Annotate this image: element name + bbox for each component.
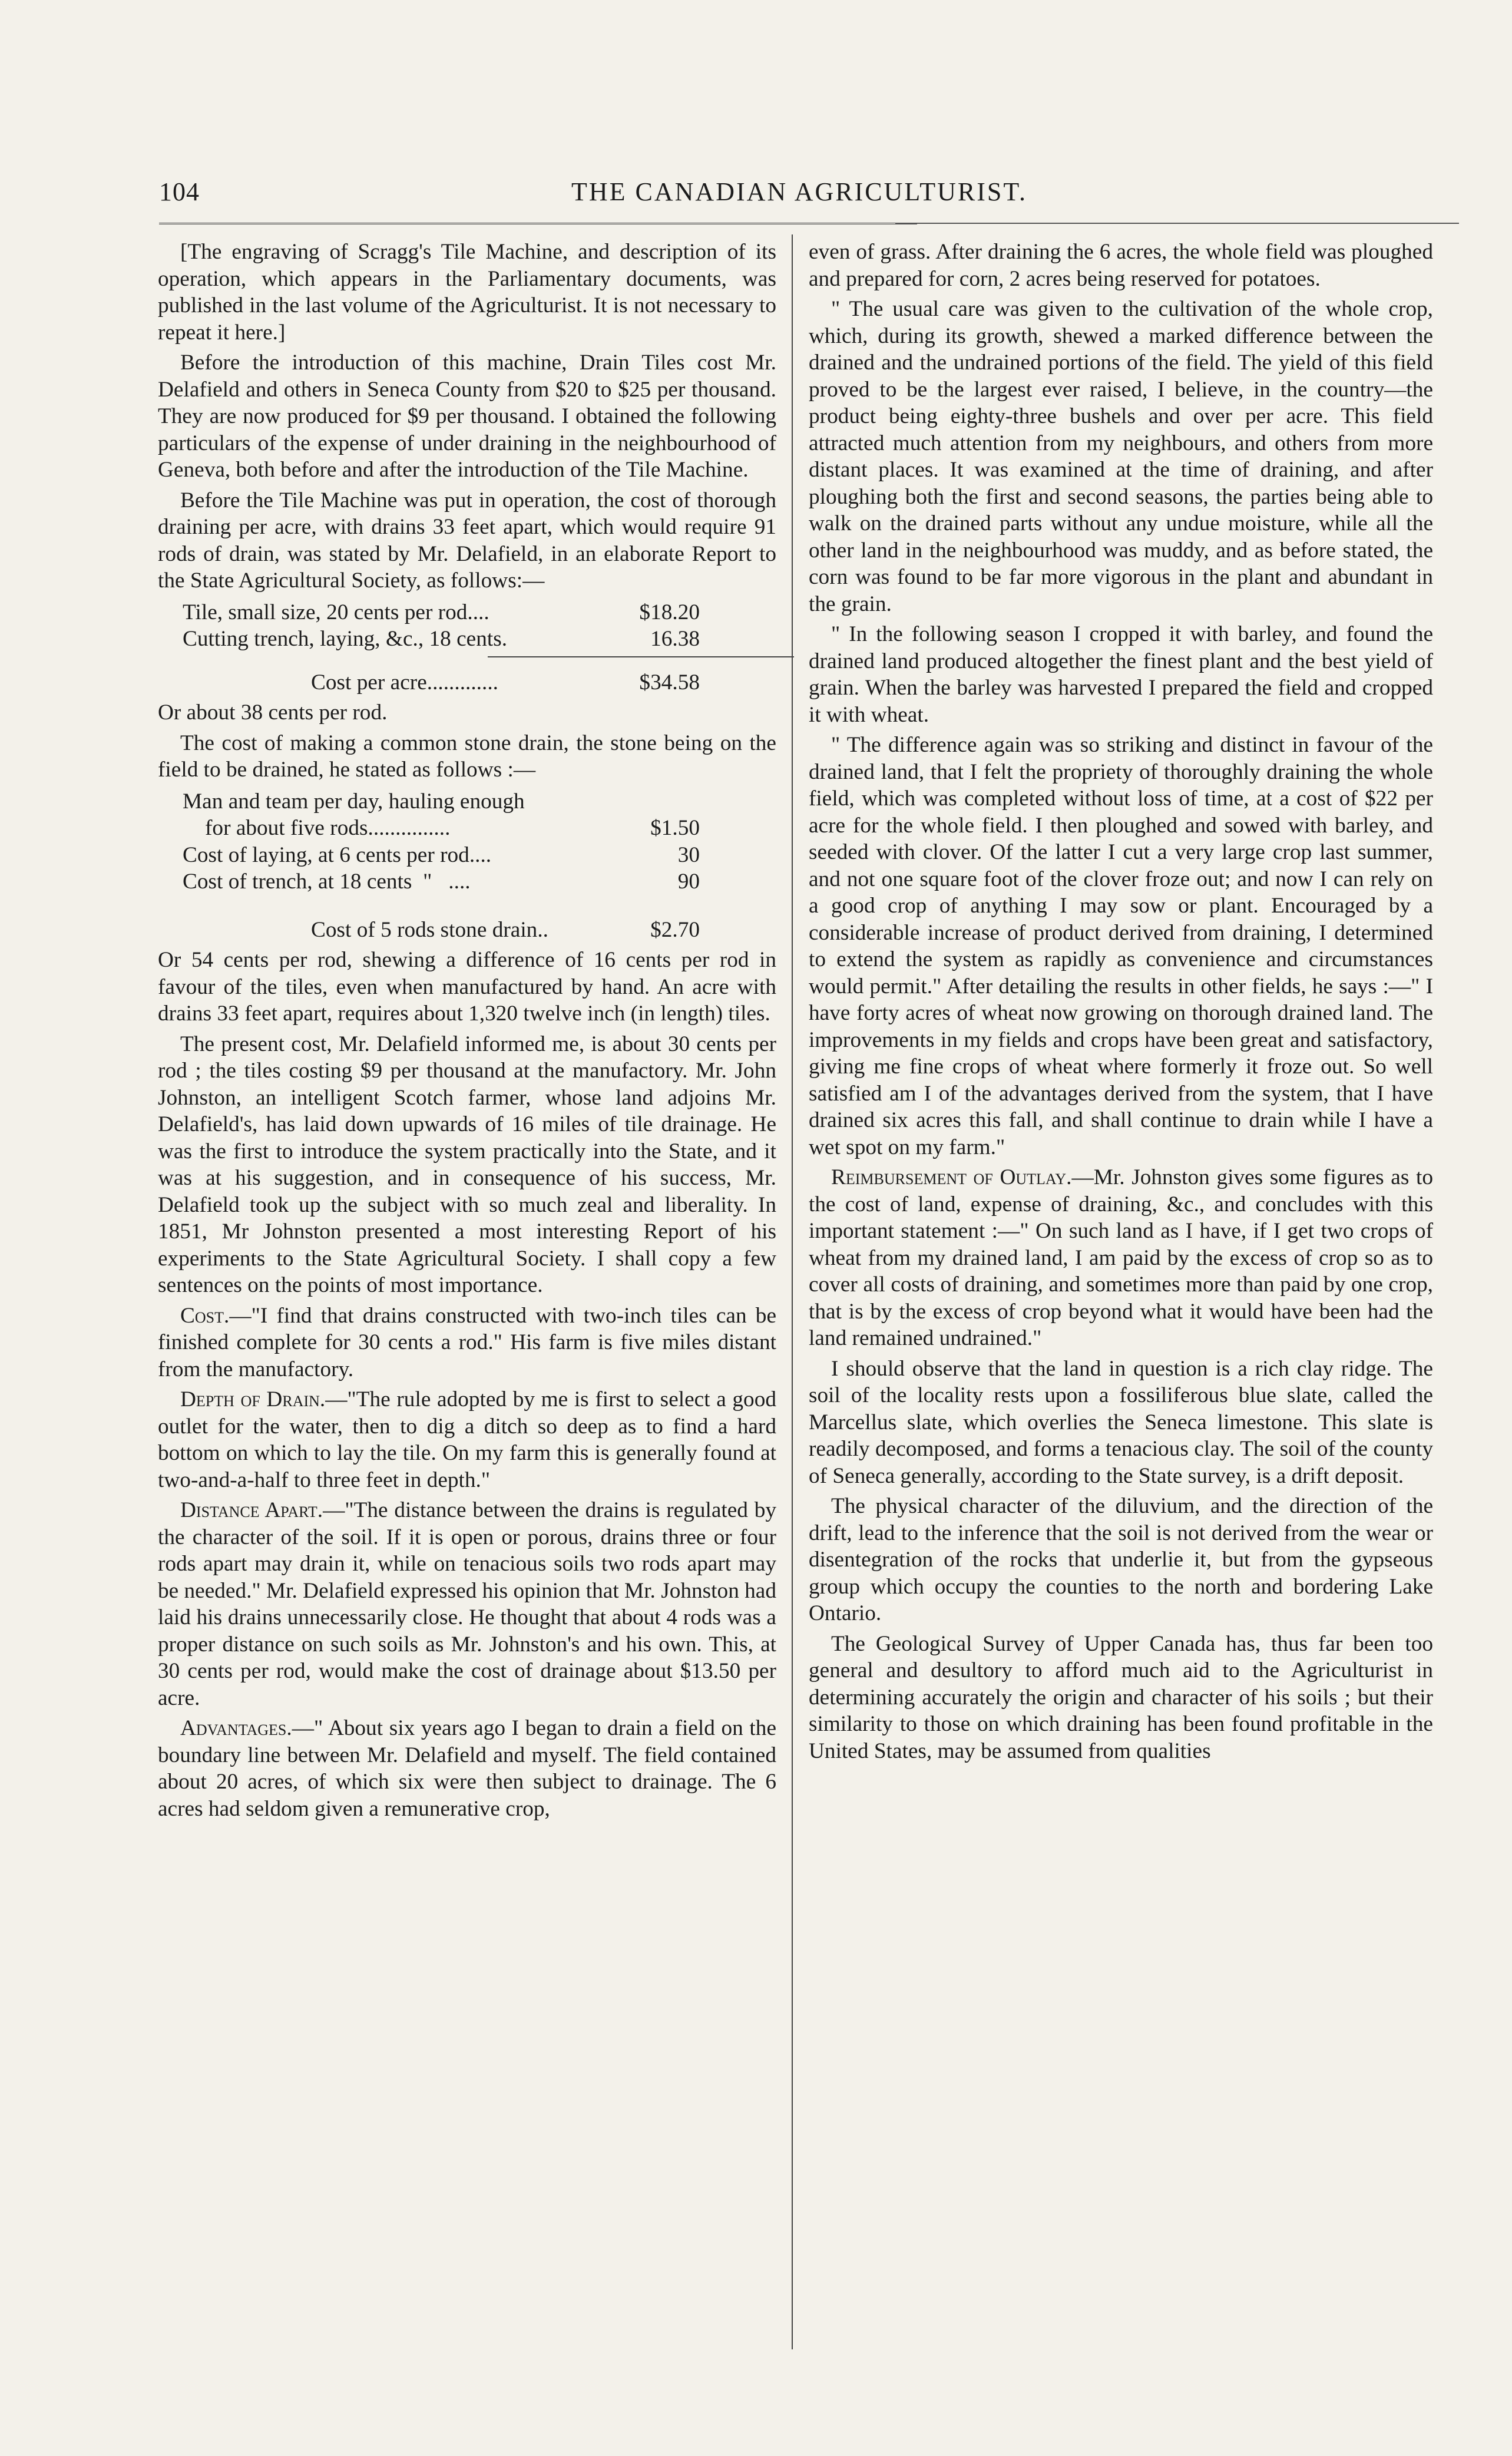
stone-drain-cost-table bbox=[158, 788, 776, 944]
row-value: 90 bbox=[677, 870, 700, 894]
paragraph: Or 54 cents per rod, shewing a difference of 16 cents per rod in favour of the tiles, even when manufactured by hand. An acre with drains 33 feet apart, requires about 1,320 twelve inch (in length) tiles. bbox=[158, 948, 776, 1026]
table-row bbox=[158, 599, 776, 626]
header-rule-right bbox=[895, 223, 1459, 224]
row-value: 16.38 bbox=[650, 627, 700, 651]
sum-rule bbox=[488, 656, 794, 657]
section-heading: Reimbursement of Outlay. bbox=[831, 1165, 1072, 1189]
row-label: Cost of trench, at 18 cents " .... bbox=[183, 870, 471, 894]
paragraph: even of grass. After draining the 6 acres, the whole field was ploughed and prepared for corn, 2 acres being reserved for potatoes. bbox=[809, 240, 1433, 291]
paragraph-text: —"The distance between the drains is regulated by the character of the soil. If it is open or porous, drains three or four rods apart may drain it, while on tenacious soils two rods apart may be needed." Mr. Delafield expressed his opinion that Mr. Johnston had laid his drains unnecessarily close. He thought that about 4 rods was a proper distance on such soils as Mr. Johnston's and his own. This, at 30 cents per rod, would make the cost of drainage about $13.50 per acre. bbox=[158, 1498, 777, 1710]
paragraph-cost bbox=[158, 1303, 776, 1383]
row-label: Man and team per day, hauling enough bbox=[183, 789, 525, 814]
paragraph-text: —Mr. Johnston gives some figures as to the cost of land, expense of draining, &c., and concludes with this important statement :—" On such land as I have, if I get two crops of wheat from my drained land, I am paid by the excess of crop so as to cover all costs of draining, and sometimes more than paid by one crop, that is by the excess of crop beyond what it would have been had the land remained undrained." bbox=[809, 1165, 1433, 1350]
page-header bbox=[159, 177, 1459, 218]
row-label: Tile, small size, 20 cents per rod.... bbox=[183, 600, 489, 624]
table-row bbox=[158, 626, 776, 653]
total-label: Cost of 5 rods stone drain.. bbox=[311, 917, 548, 942]
table-total-row bbox=[158, 917, 776, 944]
row-value: $1.50 bbox=[650, 816, 700, 840]
section-heading: Advantages. bbox=[180, 1716, 292, 1740]
paragraph: Before the Tile Machine was put in operation, the cost of thorough draining per acre, with drains 33 feet apart, which would require 91 rods of drain, was stated by Mr. Delafield, in an elaborate Report to the State Agricultural Society, as follows:— bbox=[158, 488, 776, 593]
paragraph: [The engraving of Scragg's Tile Machine, and description of its operation, which appears in the Parliamentary documents, was published in the last volume of the Agriculturist. It is not necessary to repeat it here.] bbox=[158, 240, 776, 345]
table-row bbox=[158, 788, 776, 815]
row-label: Cutting trench, laying, &c., 18 cents. bbox=[183, 627, 508, 651]
row-value: 30 bbox=[677, 842, 700, 867]
row-label: Cost of laying, at 6 cents per rod.... bbox=[183, 842, 492, 867]
total-value: $2.70 bbox=[650, 917, 700, 942]
paragraph: Or about 38 cents per rod. bbox=[158, 700, 388, 725]
paragraph: " In the following season I cropped it with barley, and found the drained land produced altogether the finest plant and the best yield of grain. When the barley was harvested I prepared the field and cropped it with wheat. bbox=[809, 622, 1433, 727]
paragraph-text: —"I find that drains constructed with two-inch tiles can be finished complete for 30 cents a rod." His farm is five miles distant from the manufactory. bbox=[158, 1303, 776, 1381]
tile-cost-table bbox=[158, 599, 776, 696]
row-label: for about five rods............... bbox=[205, 816, 451, 840]
paragraph: Before the introduction of this machine, Drain Tiles cost Mr. Delafield and others in Seneca County from $20 to $25 per thousand. They are now produced for $9 per thousand. I obtained the following particulars of the expense of under draining in the neighbourhood of Geneva, both before and after the introduction of the Tile Machine. bbox=[158, 351, 776, 482]
right-column bbox=[809, 239, 1433, 1768]
paragraph-advantages bbox=[158, 1715, 776, 1822]
total-value: $34.58 bbox=[639, 670, 700, 695]
section-heading: Cost. bbox=[180, 1303, 230, 1328]
column-divider bbox=[792, 234, 793, 2349]
paragraph-depth bbox=[158, 1386, 776, 1493]
page-number: 104 bbox=[159, 177, 200, 206]
paragraph-reimbursement bbox=[809, 1164, 1433, 1352]
paragraph: The physical character of the diluvium, and the direction of the drift, lead to the inference that the soil is not derived from the wear or disentegration of the rocks that underlie it, but from the gypseous group which occupy the counties to the north and bordering Lake Ontario. bbox=[809, 1494, 1433, 1625]
section-heading: Distance Apart. bbox=[180, 1498, 323, 1522]
paragraph: The Geological Survey of Upper Canada has, thus far been too general and desultory to afford much aid to the Agriculturist in determining accurately the origin and character of his soils ; but their similarity to those on which draining has been found profitable in the United States, may be assumed from qualities bbox=[809, 1631, 1433, 1763]
total-label: Cost per acre............. bbox=[311, 670, 498, 695]
paragraph-distance bbox=[158, 1497, 776, 1711]
paragraph: I should observe that the land in question is a rich clay ridge. The soil of the locality rests upon a fossiliferous blue slate, called the Marcellus slate, which overlies the Seneca limestone. This slate is readily decomposed, and forms a tenacious clay. The soil of the county of Seneca generally, according to the State survey, is a drift deposit. bbox=[809, 1356, 1433, 1488]
paragraph-text: —"The rule adopted by me is first to select a good outlet for the water, then to dig a ditch so deep as to find a hard bottom on which to lay the tile. On my farm this is generally found at two-and-a-half to three feet in depth." bbox=[158, 1387, 776, 1492]
paragraph: " The difference again was so striking and distinct in favour of the drained land, that I felt the propriety of thoroughly draining the whole field, which was completed without loss of time, at a cost of $22 per acre for the whole field. I then ploughed and sowed with barley, and seeded with clover. Of the latter I cut a very large crop last summer, and not one square foot of the clover froze out; and now I can rely on a good crop of anything I may sow or plant. Encouraged by a considerable increase of product derived from draining, I determined to extend the system as rapidly as convenience and circumstances would permit." After detailing the results in other fields, he says :—" I have forty acres of wheat now growing on thorough drained land. The improvements in my fields and crops have been great and satisfactory, giving me fine crops of wheat where formerly it froze out. So well satisfied am I of the advantages derived from the system, that I have drained six acres this fall, and shall continue to drain while I have a wet spot on my farm." bbox=[809, 733, 1433, 1159]
paragraph: " The usual care was given to the cultivation of the whole crop, which, during its growth, shewed a marked difference between the drained and the undrained portions of the field. The yield of this field proved to be the largest ever raised, I believe, in the country—the product being eighty-three bushels and over per acre. This field attracted much attention from my neighbours, and others from more distant places. It was examined at the time of draining, and after ploughing both the first and second seasons, the parties being able to walk on the drained parts without any undue moisture, while all the other land in the neighbourhood was muddy, and as before stated, the corn was found to be far more vigorous in the plant and abundant in the grain. bbox=[809, 297, 1433, 616]
table-total-row bbox=[158, 669, 776, 696]
paragraph: The cost of making a common stone drain, the stone being on the field to be drained, he stated as follows :— bbox=[158, 730, 776, 782]
row-value: $18.20 bbox=[639, 600, 700, 624]
header-rule bbox=[159, 223, 917, 224]
running-title: THE CANADIAN AGRICULTURIST. bbox=[571, 177, 1027, 206]
table-row bbox=[158, 815, 776, 842]
table-row bbox=[158, 868, 776, 895]
left-column bbox=[158, 239, 776, 1826]
paragraph-text: —" About six years ago I began to drain a field on the boundary line between Mr. Delafield and myself. The field contained about 20 acres, of which six were then subject to drainage. The 6 acres had seldom given a remunerative crop, bbox=[158, 1716, 776, 1821]
table-row bbox=[158, 842, 776, 869]
paragraph: The present cost, Mr. Delafield informed me, is about 30 cents per rod ; the tiles costing $9 per thousand at the manufactory. Mr. John Johnston, an intelligent Scotch farmer, whose land adjoins Mr. Delafield's, has laid down upwards of 16 miles of tile drainage. He was the first to introduce the system practically into the State, and it was at his suggestion, and in consequence of his success, Mr. Delafield took up the subject with so much zeal and liberality. In 1851, Mr Johnston presented a most interesting Report of his experiments to the State Agricultural Society. I shall copy a few sentences on the points of most importance. bbox=[158, 1032, 776, 1297]
section-heading: Depth of Drain. bbox=[180, 1387, 326, 1412]
